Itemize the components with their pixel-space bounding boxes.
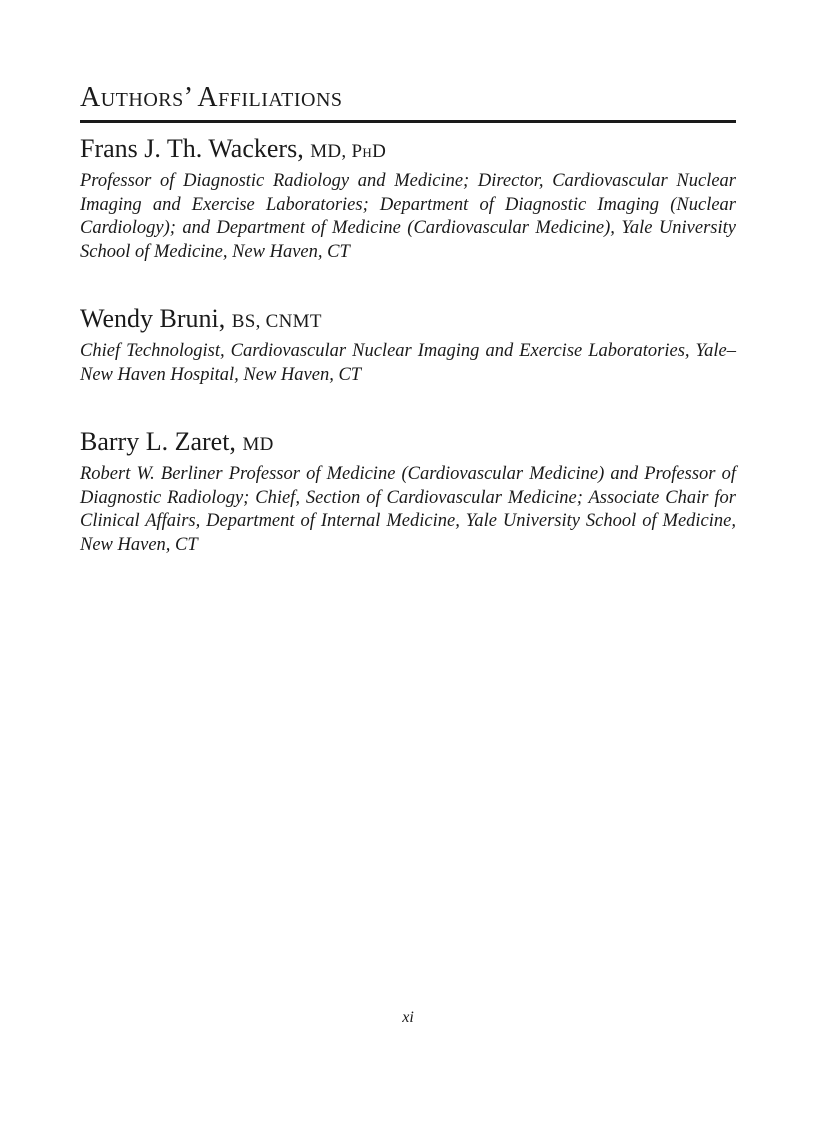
author-name-line [80,426,736,461]
author-credentials: MD, PhD [310,141,387,162]
author-affiliation: Professor of Diagnostic Radiology and Medicine; Director, Cardiovascular Nuclear Imaging and Exercise Laboratories; Department of Diagnostic Imaging (Nuclear Cardiology); and Department of Medicine (Cardiovascular Medicine), Yale University School of Medicine, New Haven, CT [80,171,736,263]
page-number: xi [402,1009,414,1026]
section-heading: Authors’ Affiliations [80,82,343,113]
author-credentials: BS, CNMT [231,311,322,332]
heading-rule [80,120,736,123]
author-name: Wendy Bruni, [80,304,226,333]
author-name: Frans J. Th. Wackers, [80,134,304,163]
author-entry [80,426,736,558]
author-affiliation: Robert W. Berliner Professor of Medicine (Cardiovascular Medicine) and Professor of Diagnostic Radiology; Chief, Section of Cardiovascular Medicine; Associate Chair for Clinical Affairs, Department of Internal Medicine, Yale University School of Medicine, New Haven, CT [80,464,736,556]
document-page [80,0,736,1123]
author-credentials: MD [242,434,274,455]
author-name-line [80,133,736,168]
author-name: Barry L. Zaret, [80,427,236,456]
author-entry [80,303,736,387]
author-name-line [80,303,736,338]
author-affiliation: Chief Technologist, Cardiovascular Nuclear Imaging and Exercise Laboratories, Yale–New Haven Hospital, New Haven, CT [80,341,736,385]
author-entry [80,133,736,265]
